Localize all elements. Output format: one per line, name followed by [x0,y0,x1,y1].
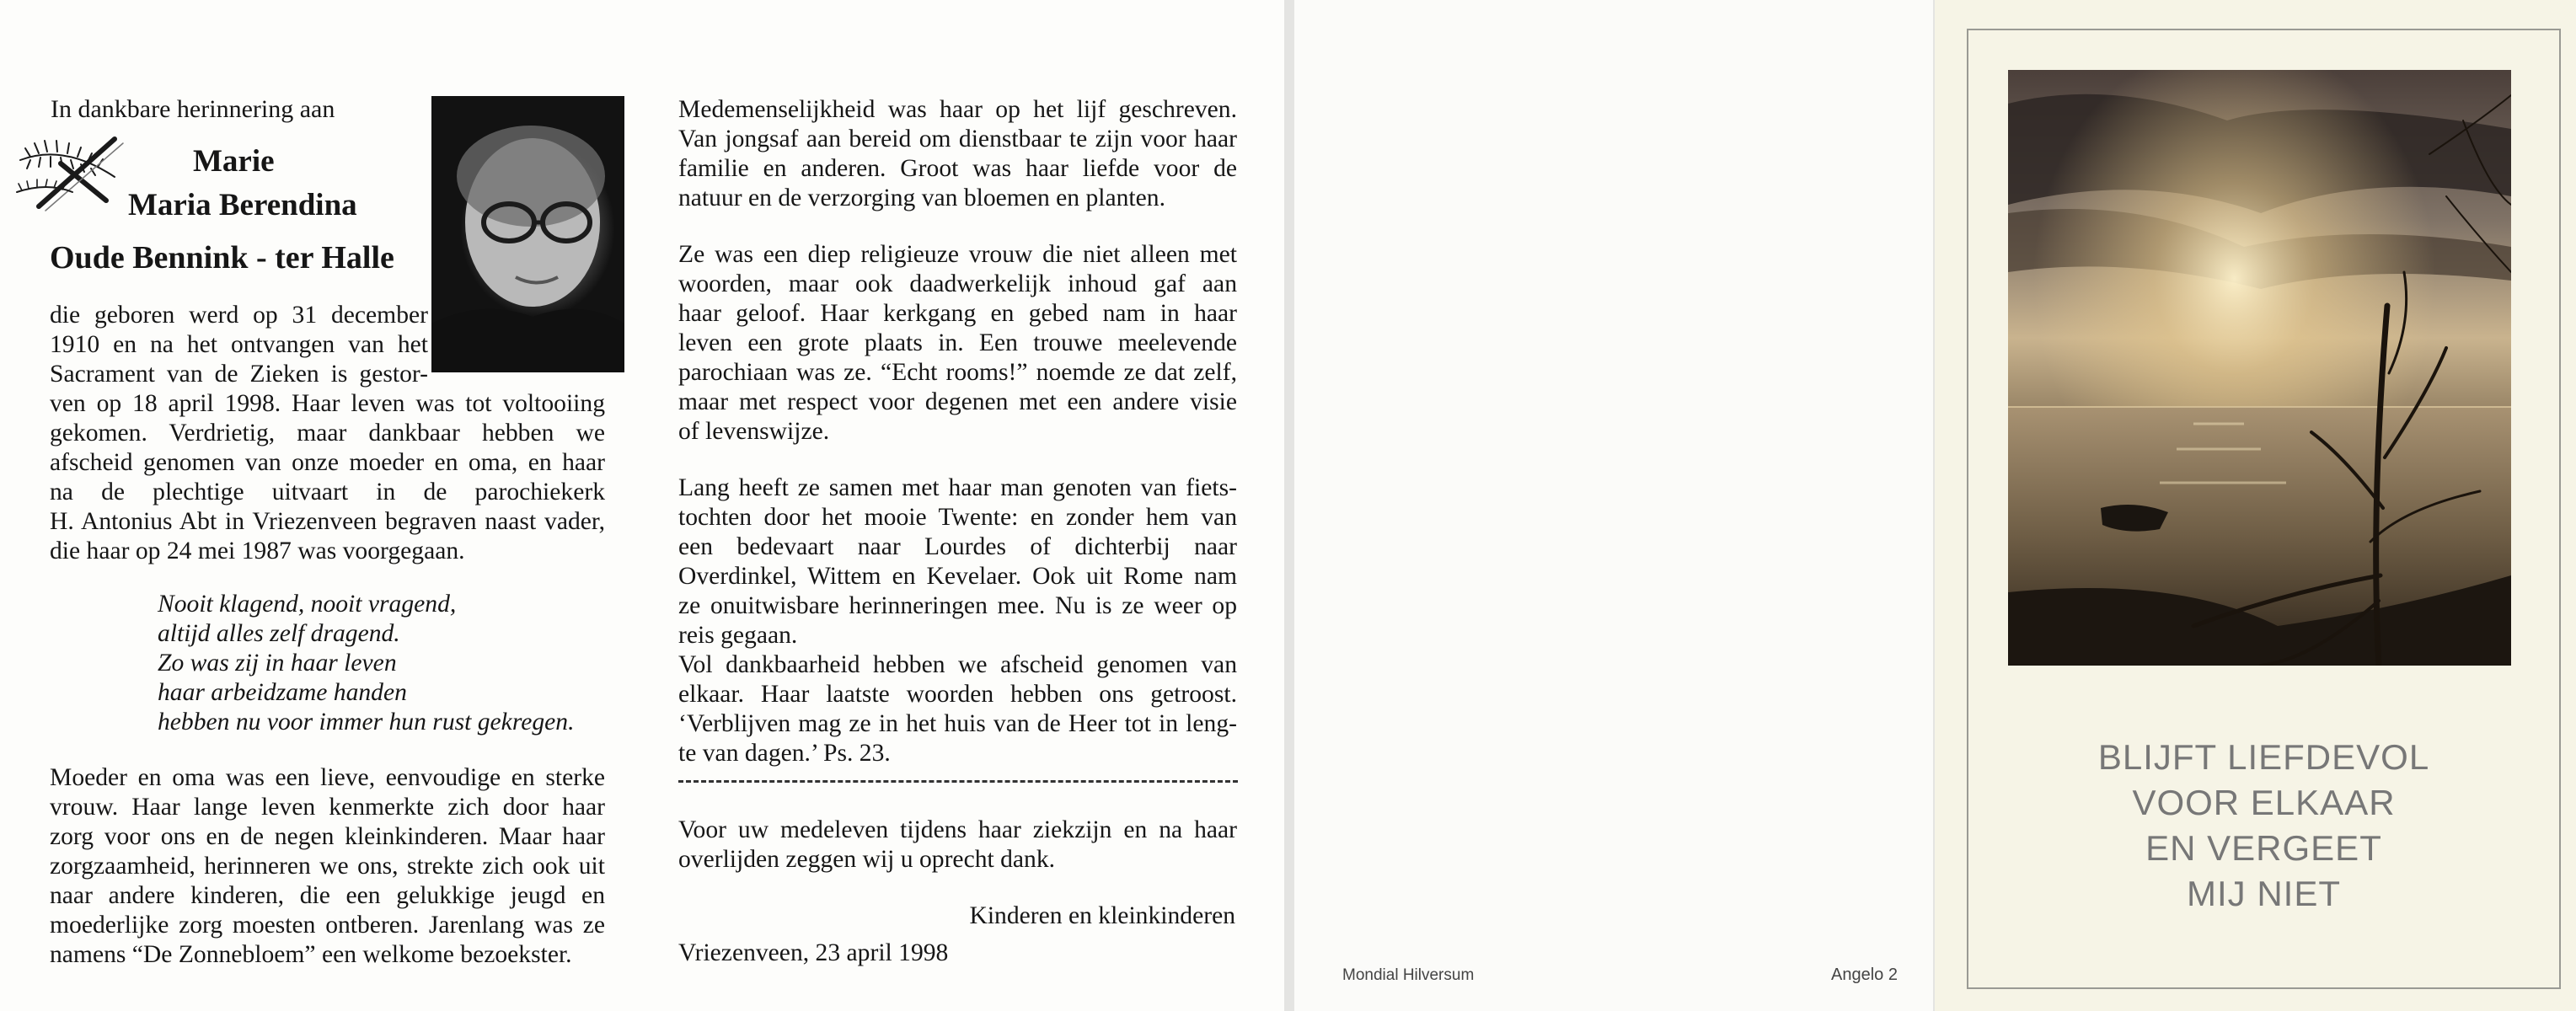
text-line: maar met respect voor degenen met een andere visie [678,388,1237,415]
verse-line: EN VERGEET [2145,828,2382,868]
text-line: tochten door het mooie Twente: en zonder hem van [678,504,1237,531]
publisher-credit: Mondial Hilversum [1342,966,1475,984]
text-line: na de plechtige uitvaart in de parochiekerk [50,479,605,506]
text-line: Medemenselijkheid was haar op het lijf geschreven. [678,96,1237,123]
verse-text [1967,735,2561,917]
text-line: of levenswijze. [678,418,830,445]
text-line: gekomen. Verdrietig, maar dankbaar hebben we [50,420,605,447]
intro-text: In dankbare herinnering aan [51,95,335,123]
text-line: Lang heeft ze samen met haar man genoten van fiets- [678,474,1237,501]
text-line: moederlijke zorg moesten ontberen. Jarenlang was ze [50,912,605,939]
sunset-lake-photo [2008,70,2511,666]
text-line: haar geloof. Haar kerkgang en gebed nam in haar [678,300,1237,327]
text-line: 1910 en na het ontvangen van het [50,331,428,358]
poem-line: hebben nu voor immer hun rust gekregen. [158,709,575,736]
portrait-photo [431,96,624,372]
name-last: Oude Bennink - ter Halle [50,240,394,275]
verse-line: MIJ NIET [2187,874,2341,913]
text-line: overlijden zeggen wij u oprecht dank. [678,846,1056,873]
text-line: Overdinkel, Wittem en Kevelaer. Ook uit Rome nam [678,563,1237,590]
text-line: zorg voor ons en de negen kleinkinderen. Maar haar [50,823,605,850]
text-line: afscheid genomen van onze moeder en oma, en haar [50,449,605,476]
poem-line: Nooit klagend, nooit vragend, [158,591,457,618]
place-date: Vriezenveen, 23 april 1998 [678,939,949,966]
text-line: die haar op 24 mei 1987 was voorgegaan. [50,538,465,564]
poem-line: altijd alles zelf dragend. [158,620,400,647]
text-line: Ze was een diep religieuze vrouw die niet alleen met [678,241,1237,268]
text-line: vrouw. Haar lange leven kenmerkte zich door haar [50,794,605,821]
verse-line: VOOR ELKAAR [2132,783,2396,822]
poem-line: haar arbeidzame handen [158,679,407,706]
poem [158,590,575,737]
text-line: reis gegaan. [678,622,798,649]
text-line: elkaar. Haar laatste woorden hebben ons getroost. [678,681,1237,708]
signature: Kinderen en kleinkinderen [969,902,1235,929]
text-line: ven op 18 april 1998. Haar leven was tot voltooiing [50,390,605,417]
card-back-panel [1294,0,1933,1011]
text-line: natuur en de verzorging van bloemen en planten. [678,185,1165,211]
name-first: Marie [193,144,275,179]
text-line: ze onuitwisbare herinneringen mee. Nu is ze weer op [678,592,1237,619]
text-line: een bedevaart naar Lourdes of dichterbij naar [678,533,1237,560]
text-line: zorgzaamheid, herinneren we ons, strekte zich ook uit [50,853,605,880]
text-line: namens “De Zonnebloem” een welkome bezoekster. [50,941,572,968]
text-line: Vol dankbaarheid hebben we afscheid genomen van [678,651,1237,678]
text-line: Voor uw medeleven tijdens haar ziekzijn en na haar [678,816,1237,843]
text-line: familie en anderen. Groot was haar liefde voor de [678,155,1237,182]
dashed-divider [678,780,1238,783]
text-line: parochiaan was ze. “Echt rooms!” noemde ze dat zelf, [678,359,1237,386]
card-model-number: Angelo 2 [1831,966,1898,984]
text-line: Van jongsaf aan bereid om dienstbaar te zijn voor haar [678,126,1237,152]
name-middle: Maria Berendina [128,188,357,222]
text-line: te van dagen.’ Ps. 23. [678,740,891,767]
text-line: leven een grote plaats in. Een trouwe meelevende [678,329,1237,356]
text-line: die geboren werd op 31 december [50,302,428,329]
poem-line: Zo was zij in haar leven [158,650,397,677]
verse-line: BLIJFT LIEFDEVOL [2097,737,2430,777]
text-line: Moeder en oma was een lieve, eenvoudige en sterke [50,764,605,791]
text-line: naar andere kinderen, die een gelukkige jeugd en [50,882,605,909]
text-line: H. Antonius Abt in Vriezenveen begraven naast vader, [50,508,605,535]
text-line: woorden, maar ook daadwerkelijk inhoud gaf aan [678,270,1237,297]
text-line: ‘Verblijven mag ze in het huis van de Heer tot in leng- [678,710,1237,737]
text-line: Sacrament van de Zieken is gestor- [50,361,428,388]
